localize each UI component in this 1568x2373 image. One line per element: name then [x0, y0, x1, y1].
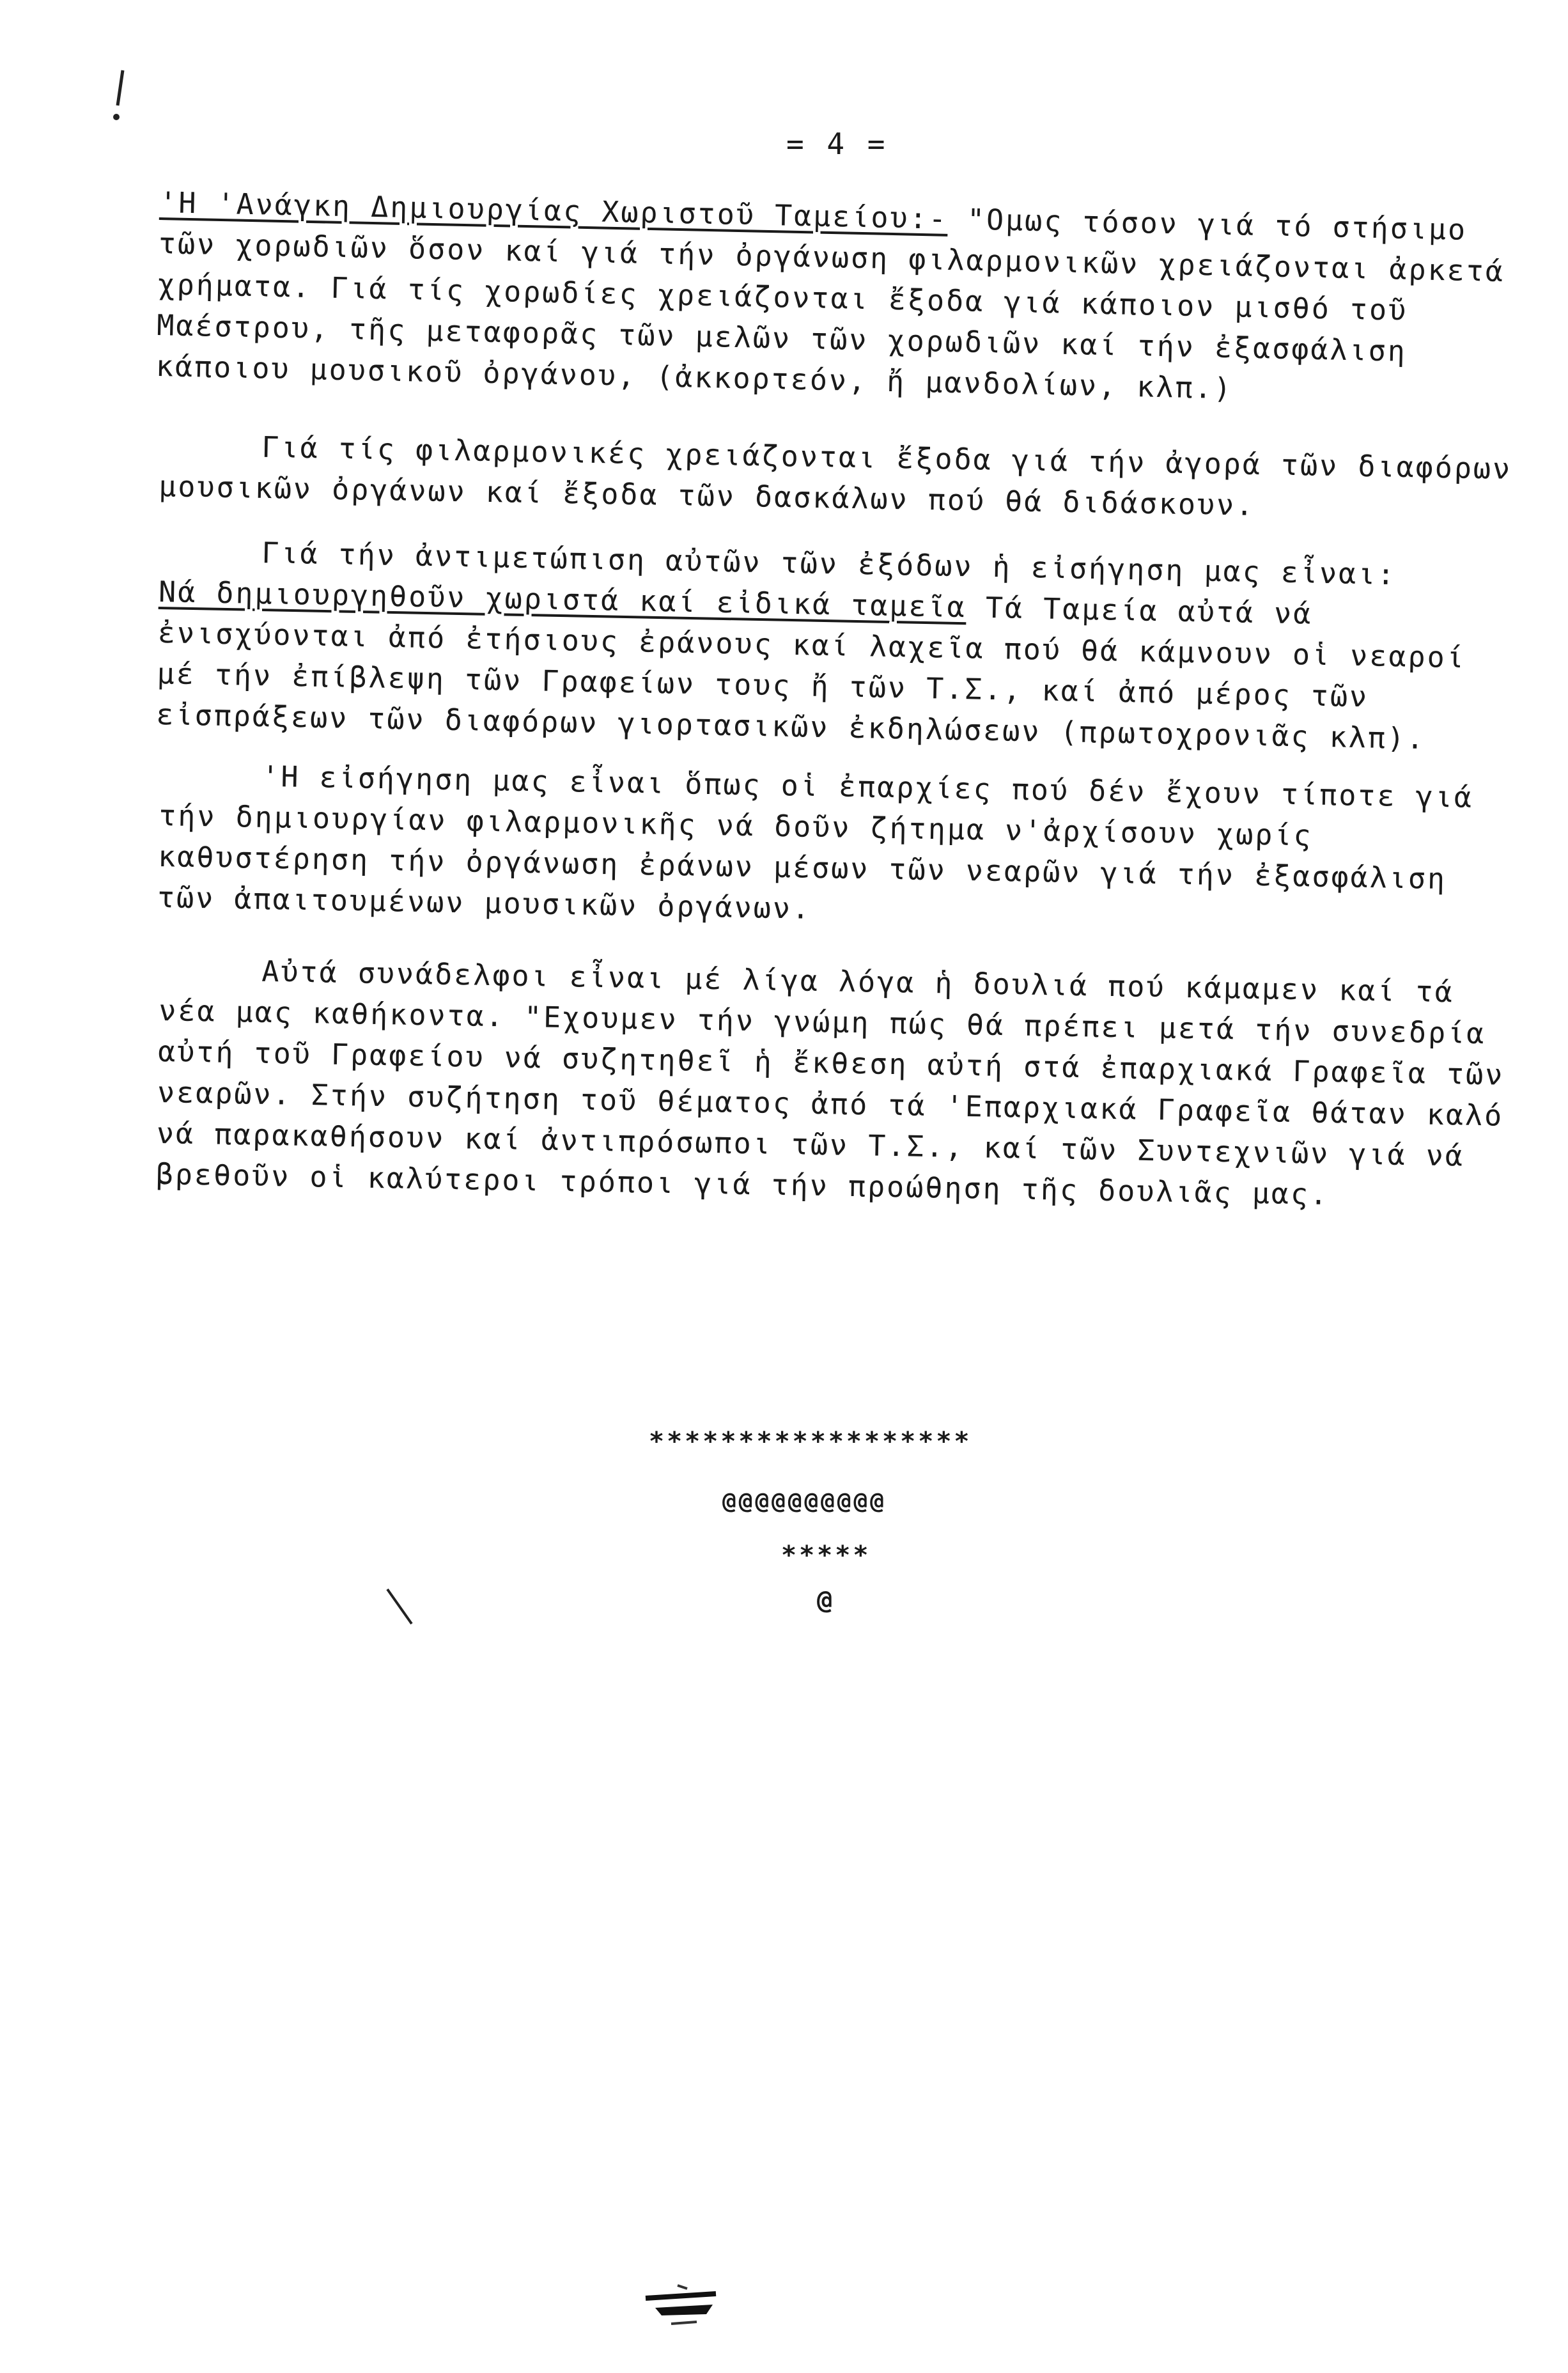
separator-stars-short: ***** — [781, 1541, 871, 1570]
paragraph-funds-proposal — [156, 531, 1521, 761]
paragraph-text: Αὐτά συνάδελφοι εἶναι μέ λίγα λόγα ἡ δουλιά πού κάμαμεν καί τά νέα μας καθήκοντα. "Εχουμεν τήν γνώμη πώς θά πρέπει μετά τήν συνεδρία αὐτή τοῦ Γραφείου νά συζητηθεῖ ἡ ἔκθεση αὐτή στά ἐπαρχιακά Γραφεῖα τῶν νεαρῶν. Στήν συζήτηση τοῦ θέματος ἀπό τά 'Επαρχιακά Γραφεῖα θάταν καλό νά παρακαθήσουν καί ἀντιπρόσωποι τῶν Τ.Σ., καί τῶν Συντεχνιῶν γιά νά βρεθοῦν οἱ καλύτεροι τρόποι γιά τήν προώθηση τῆς δουλιᾶς μας. — [155, 954, 1505, 1211]
paragraph-text: 'Η εἰσήγηση μας εἶναι ὅπως οἱ ἐπαρχίες πού δέν ἔχουν τίποτε γιά τήν δημιουργίαν φιλαρμονικῆς νά δοῦν ζήτημα ν'ἀρχίσουν χωρίς καθυστέρηση τήν ὀργάνωση ἐράνων μέσων τῶν νεαρῶν γιά τήν ἐξασφάλιση τῶν ἀπαιτουμένων μουσικῶν ὀργάνων. — [157, 759, 1474, 926]
stray-mark-top-left — [109, 67, 134, 125]
paragraph-text: Τά Ταμεία αὐτά νά ἐνισχύονται ἀπό ἐτήσιους ἐράνους καί λαχεῖα πού θά κάμνουν οἱ νεαροί μέ τήν ἐπίβλεψη τῶν Γραφείων τους ἤ τῶν Τ.Σ., καί ἀπό μέρος τῶν εἰσπράξεων τῶν διαφόρων γιορτασικῶν ἐκδηλώσεων (πρωτοχρονιᾶς κλπ). — [155, 590, 1466, 756]
paragraph-philharmonics — [159, 425, 1521, 531]
separator-at-signs: @@@@@@@@@@ — [722, 1488, 887, 1514]
paragraph-provinces — [157, 754, 1521, 942]
separator-at-sign: @ — [817, 1585, 835, 1615]
page-number: = 4 = — [786, 127, 888, 161]
paragraph-separate-fund — [155, 182, 1521, 416]
section-heading-separate-fund: 'Η 'Ανάγκη Δημιουργίας Χωριστοῦ Ταμείου:- — [159, 185, 949, 236]
stamp-smudge — [639, 2276, 729, 2333]
paragraph-text: "Ομως τόσον γιά τό στήσιμο τῶν χορωδιῶν ὅσον καί γιά τήν ὀργάνωση φιλαρμονικῶν χρειάζονται ἀρκετά χρήματα. Γιά τίς χορωδίες χρειάζονται ἔξοδα γιά κάποιον μισθό τοῦ Μαέστρου, τῆς μεταφορᾶς τῶν μελῶν τῶν χορωδιῶν καί τήν ἐξασφάλιση κάποιου μουσικοῦ ὀργάνου, (ἀκκορτεόν, ἤ μανδολίων, κλπ.) — [155, 201, 1505, 406]
separator-stars-long: ****************** — [649, 1427, 972, 1456]
paragraph-text: Γιά τίς φιλαρμονικές χρειάζονται ἔξοδα γιά τήν ἀγορά τῶν διαφόρων μουσικῶν ὀργάνων καί ἔξοδα τῶν δασκάλων πού θά διδάσκουν. — [158, 430, 1512, 522]
paragraph-closing — [155, 949, 1521, 1218]
section-heading-separate-funds: Νά δημιουργηθοῦν χωριστά καί εἰδικά ταμεῖα — [158, 574, 967, 625]
paragraph-text: Γιά τήν ἀντιμετώπιση αὐτῶν τῶν ἐξόδων ἡ εἰσήγηση μας εἶναι: — [261, 536, 1397, 592]
stray-mark-slash — [384, 1585, 422, 1630]
